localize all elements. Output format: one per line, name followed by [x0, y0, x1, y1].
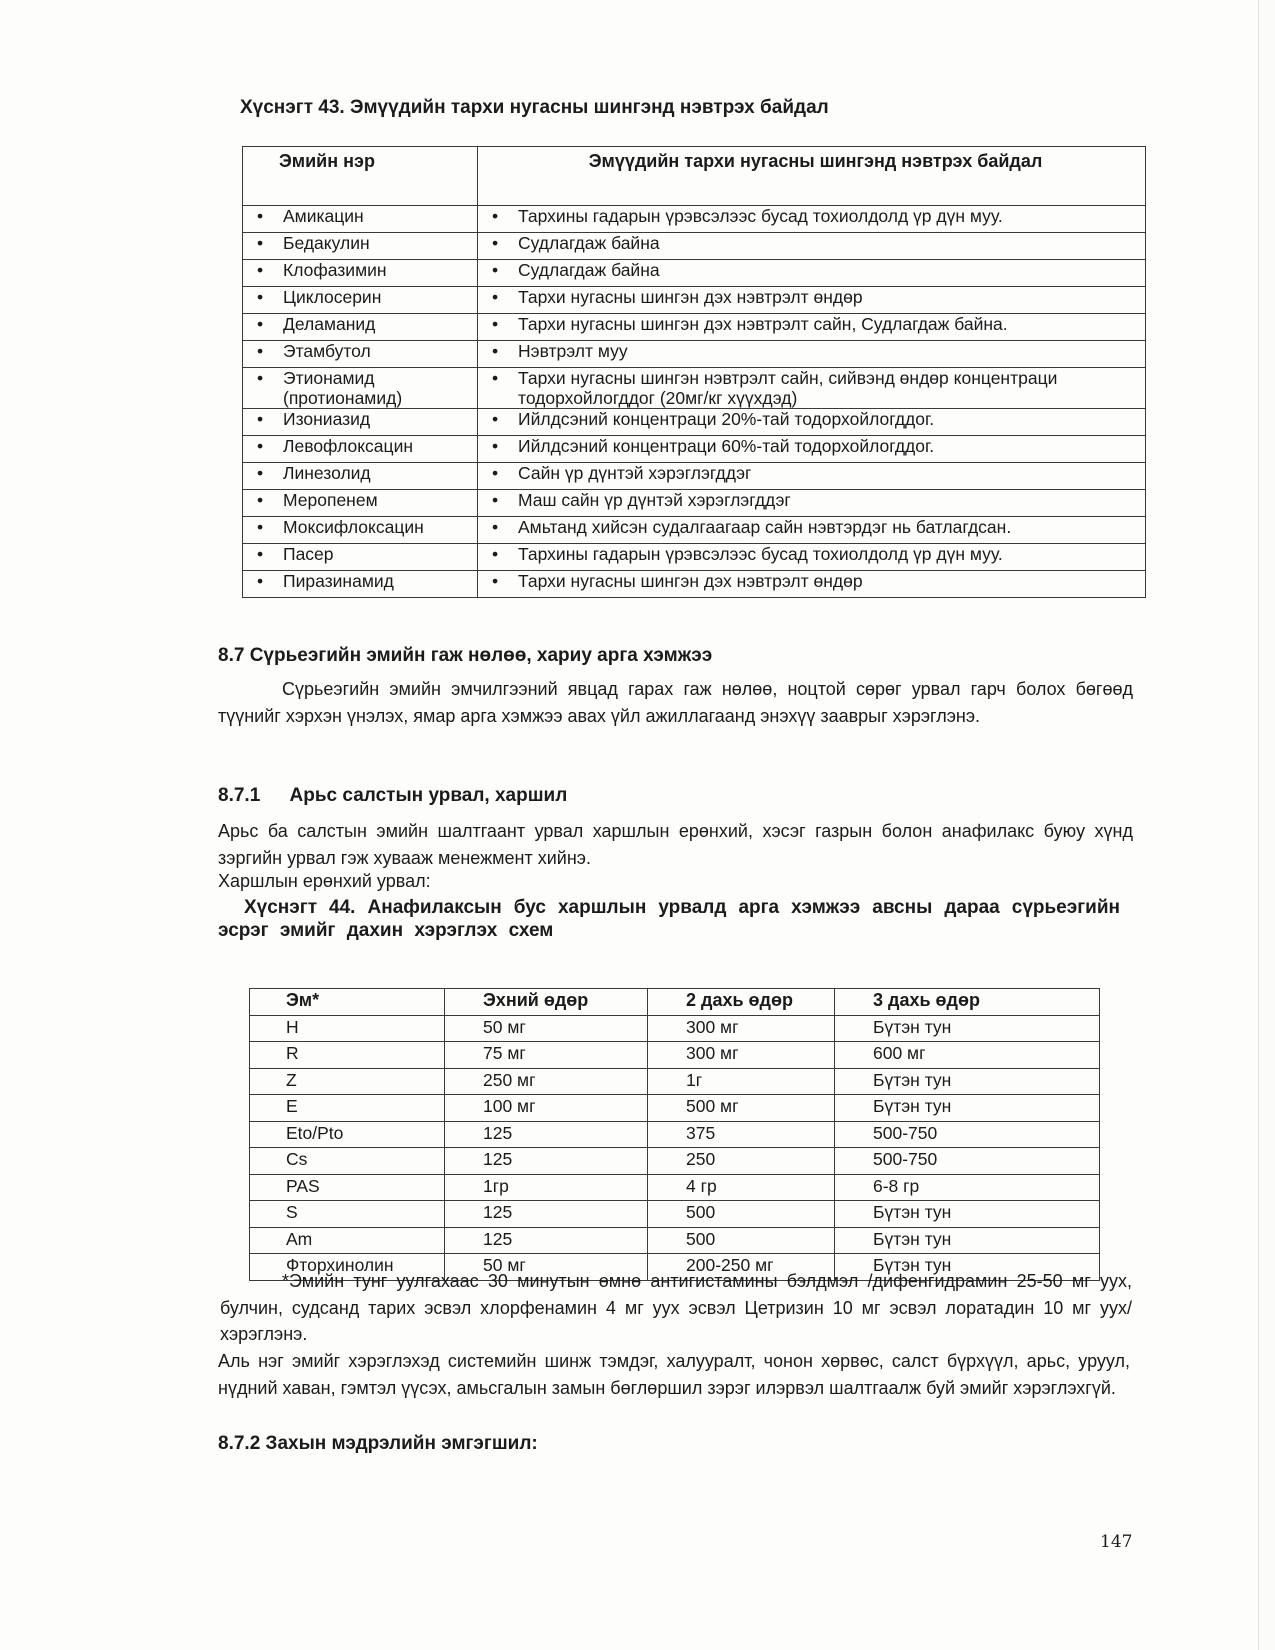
bullet-icon: • — [492, 368, 499, 388]
day-1-dose-cell: 125 — [445, 1121, 648, 1148]
drug-cell: Z — [250, 1068, 445, 1095]
table-row — [243, 571, 1146, 598]
penetration-text: Сайн үр дүнтэй хэрэглэгддэг — [518, 463, 752, 483]
drug-name-cell — [243, 490, 478, 517]
drug-name: Изониазид — [283, 409, 371, 429]
penetration-cell — [478, 409, 1146, 436]
drug-name-cell — [243, 368, 478, 409]
bullet-icon: • — [492, 490, 499, 510]
column-header-drug: Эмийн нэр — [243, 147, 478, 206]
bullet-icon: • — [492, 463, 499, 483]
table-row — [243, 233, 1146, 260]
drug-name-cell — [243, 314, 478, 341]
table-header-row — [243, 147, 1146, 206]
drug-cell: H — [250, 1015, 445, 1042]
drug-name: Левофлоксацин — [283, 436, 414, 456]
day-3-dose-cell: Бүтэн тун — [835, 1015, 1100, 1042]
table-44 — [249, 988, 1100, 1281]
warning-text: Аль нэг эмийг хэрэглэхэд системийн шинж тэмдэг, халууралт, чонон хөрвөс, салст бүрхүүл, арьс, уруул, нүдний хаван, гэмтэл үүсэх, амьсгалын замын бөглөршил зэрэг илэрвэл шалтгаалж буй эмийг хэрэглэхгүй. — [218, 1351, 1130, 1398]
section-8-7-2-heading: 8.7.2 Захын мэдрэлийн эмгэгшил: — [218, 1433, 538, 1454]
penetration-cell — [478, 571, 1146, 598]
bullet-icon: • — [492, 571, 499, 591]
day-2-dose-cell: 200-250 мг — [648, 1254, 835, 1281]
penetration-text: Судлагдаж байна — [518, 233, 660, 253]
table-row — [250, 1015, 1100, 1042]
penetration-cell — [478, 490, 1146, 517]
drug-cell: Eto/Pto — [250, 1121, 445, 1148]
bullet-icon: • — [492, 409, 499, 429]
section-8-7-1-heading — [218, 784, 567, 808]
penetration-text: Ийлдсэний концентраци 60%-тай тодорхойлогддог. — [518, 436, 935, 456]
penetration-cell — [478, 314, 1146, 341]
drug-name-cell — [243, 517, 478, 544]
drug-name-cell — [243, 206, 478, 233]
bullet-icon: • — [257, 233, 264, 253]
penetration-cell — [478, 368, 1146, 409]
drug-name: Линезолид — [283, 463, 371, 483]
penetration-text: Тархи нугасны шингэн нэвтрэлт сайн, сийвэнд өндөр концентраци тодорхойлогддог (20мг/кг хүүхдэд) — [518, 368, 1058, 408]
drug-name: Моксифлоксацин — [283, 517, 424, 537]
drug-name-cell — [243, 287, 478, 314]
penetration-text: Ийлдсэний концентраци 20%-тай тодорхойлогддог. — [518, 409, 935, 429]
day-2-dose-cell: 300 мг — [648, 1042, 835, 1069]
bullet-icon: • — [492, 436, 499, 456]
bullet-icon: • — [257, 314, 264, 334]
drug-name: Этамбутол — [283, 341, 371, 361]
table-row — [243, 517, 1146, 544]
bullet-icon: • — [492, 341, 499, 361]
day-1-dose-cell: 125 — [445, 1201, 648, 1228]
bullet-icon: • — [257, 436, 264, 456]
drug-cell: S — [250, 1201, 445, 1228]
section-8-7-heading: 8.7 Сүрьеэгийн эмийн гаж нөлөө, хариу арга хэмжээ — [218, 645, 713, 666]
table-row — [243, 463, 1146, 490]
penetration-text: Тархины гадарын үрэвсэлээс бусад тохиолдолд үр дүн муу. — [518, 544, 1003, 564]
day-3-dose-cell: 500-750 — [835, 1121, 1100, 1148]
penetration-cell — [478, 436, 1146, 463]
table-row — [250, 1148, 1100, 1175]
table-row — [243, 490, 1146, 517]
table-row — [243, 314, 1146, 341]
section-8-7-1-title: Арьс салстын урвал, харшил — [289, 785, 568, 806]
day-3-dose-cell: Бүтэн тун — [835, 1095, 1100, 1122]
drug-name: Бедакулин — [283, 233, 370, 253]
penetration-cell — [478, 544, 1146, 571]
drug-name: Пиразинамид — [283, 571, 394, 591]
bullet-icon: • — [492, 233, 499, 253]
section-8-7-text: Сүрьеэгийн эмийн эмчилгээний явцад гарах гаж нөлөө, ноцтой сөрөг урвал гарч болох бөгөөд түүнийг хэрхэн үнэлэх, ямар арга хэмжээ авах үйл ажиллагаанд энэхүү зааврыг хэрэглэнэ. — [218, 679, 1133, 726]
bullet-icon: • — [257, 517, 264, 537]
drug-cell: Am — [250, 1227, 445, 1254]
table-44-footnote: *Эмийн тунг уулгахаас 30 минутын өмнө антигистамины бэлдмэл /дифенгидрамин 25-50 мг уух, булчин, судсанд тарих эсвэл хлорфенамин 4 мг уух эсвэл Цетризин 10 мг эсвэл лоратадин 10 мг уух/ хэрэглэнэ. — [220, 1271, 1132, 1344]
day-2-dose-cell: 300 мг — [648, 1015, 835, 1042]
column-header-day-2: 2 дахь өдөр — [648, 989, 835, 1016]
column-header-day-3: 3 дахь өдөр — [835, 989, 1100, 1016]
bullet-icon: • — [492, 544, 499, 564]
penetration-text: Тархи нугасны шингэн дэх нэвтрэлт өндөр — [518, 571, 863, 591]
day-2-dose-cell: 500 мг — [648, 1095, 835, 1122]
bullet-icon: • — [257, 571, 264, 591]
bullet-icon: • — [492, 206, 499, 226]
table-row — [243, 544, 1146, 571]
day-3-dose-cell: Бүтэн тун — [835, 1068, 1100, 1095]
drug-cell: Фторхинолин — [250, 1254, 445, 1281]
table-43-caption: Хүснэгт 43. Эмүүдийн тархи нугасны шингэнд нэвтрэх байдал — [240, 97, 829, 118]
penetration-text: Тархи нугасны шингэн дэх нэвтрэлт сайн, Судлагдаж байна. — [518, 314, 1008, 334]
table-row — [250, 1201, 1100, 1228]
day-3-dose-cell: 6-8 гр — [835, 1174, 1100, 1201]
bullet-icon: • — [257, 544, 264, 564]
penetration-text: Тархины гадарын үрэвсэлээс бусад тохиолдолд үр дүн муу. — [518, 206, 1003, 226]
bullet-icon: • — [257, 341, 264, 361]
table-43 — [242, 146, 1146, 598]
penetration-text: Судлагдаж байна — [518, 260, 660, 280]
day-2-dose-cell: 1г — [648, 1068, 835, 1095]
drug-name: Пасер — [283, 544, 334, 564]
section-8-7-1-subhead: Харшлын ерөнхий урвал: — [218, 871, 431, 891]
bullet-icon: • — [492, 517, 499, 537]
penetration-cell — [478, 463, 1146, 490]
table-row — [250, 1121, 1100, 1148]
drug-name: Этионамид (протионамид) — [283, 368, 403, 408]
day-3-dose-cell: Бүтэн тун — [835, 1227, 1100, 1254]
drug-name: Клофазимин — [283, 260, 387, 280]
table-row — [243, 436, 1146, 463]
table-row — [243, 368, 1146, 409]
table-row — [243, 287, 1146, 314]
table-row — [243, 341, 1146, 368]
penetration-cell — [478, 260, 1146, 287]
day-3-dose-cell: 500-750 — [835, 1148, 1100, 1175]
section-8-7-1-text: Арьс ба салстын эмийн шалтгаант урвал харшлын ерөнхий, хэсэг газрын болон анафилакс буюу хүнд зэргийн урвал гэж хувааж менежмент хийнэ. — [218, 821, 1133, 868]
bullet-icon: • — [257, 490, 264, 510]
table-row — [243, 206, 1146, 233]
day-1-dose-cell: 75 мг — [445, 1042, 648, 1069]
day-1-dose-cell: 50 мг — [445, 1015, 648, 1042]
drug-name: Меропенем — [283, 490, 378, 510]
drug-name-cell — [243, 233, 478, 260]
penetration-text: Амьтанд хийсэн судалгаагаар сайн нэвтэрдэг нь батлагдсан. — [518, 517, 1012, 537]
bullet-icon: • — [257, 206, 264, 226]
day-1-dose-cell: 50 мг — [445, 1254, 648, 1281]
day-1-dose-cell: 1гр — [445, 1174, 648, 1201]
drug-name: Деламанид — [283, 314, 376, 334]
day-2-dose-cell: 250 — [648, 1148, 835, 1175]
drug-cell: Cs — [250, 1148, 445, 1175]
bullet-icon: • — [257, 260, 264, 280]
penetration-text: Нэвтрэлт муу — [518, 341, 628, 361]
bullet-icon: • — [257, 287, 264, 307]
day-2-dose-cell: 500 — [648, 1201, 835, 1228]
drug-name-cell — [243, 463, 478, 490]
page-number: 147 — [1100, 1532, 1133, 1552]
drug-name-cell — [243, 544, 478, 571]
penetration-cell — [478, 341, 1146, 368]
drug-cell: E — [250, 1095, 445, 1122]
penetration-cell — [478, 206, 1146, 233]
table-header-row — [250, 989, 1100, 1016]
table-row — [250, 1042, 1100, 1069]
table-row — [250, 1174, 1100, 1201]
day-1-dose-cell: 250 мг — [445, 1068, 648, 1095]
bullet-icon: • — [257, 463, 264, 483]
day-1-dose-cell: 125 — [445, 1148, 648, 1175]
drug-name: Амикацин — [283, 206, 364, 226]
penetration-text: Маш сайн үр дүнтэй хэрэглэгддэг — [518, 490, 791, 510]
table-44-caption: Хүснэгт 44. Анафилаксын бус харшлын урвалд арга хэмжээ авсны дараа сүрьеэгийн эсрэг эмийг дахин хэрэглэх схем — [218, 897, 1120, 941]
section-8-7-1-number: 8.7.1 — [218, 785, 261, 806]
column-header-penetration: Эмүүдийн тархи нугасны шингэнд нэвтрэх байдал — [478, 147, 1146, 206]
table-row — [250, 1068, 1100, 1095]
table-row — [250, 1227, 1100, 1254]
day-2-dose-cell: 375 — [648, 1121, 835, 1148]
bullet-icon: • — [257, 368, 264, 388]
day-3-dose-cell: 600 мг — [835, 1042, 1100, 1069]
drug-name-cell — [243, 341, 478, 368]
bullet-icon: • — [492, 314, 499, 334]
day-3-dose-cell: Бүтэн тун — [835, 1254, 1100, 1281]
day-2-dose-cell: 4 гр — [648, 1174, 835, 1201]
drug-name-cell — [243, 260, 478, 287]
day-1-dose-cell: 125 — [445, 1227, 648, 1254]
penetration-text: Тархи нугасны шингэн дэх нэвтрэлт өндөр — [518, 287, 863, 307]
bullet-icon: • — [257, 409, 264, 429]
penetration-cell — [478, 287, 1146, 314]
drug-name: Циклосерин — [283, 287, 382, 307]
day-2-dose-cell: 500 — [648, 1227, 835, 1254]
penetration-cell — [478, 517, 1146, 544]
bullet-icon: • — [492, 260, 499, 280]
table-row — [250, 1095, 1100, 1122]
bullet-icon: • — [492, 287, 499, 307]
column-header-drug: Эм* — [250, 989, 445, 1016]
day-1-dose-cell: 100 мг — [445, 1095, 648, 1122]
drug-name-cell — [243, 436, 478, 463]
table-row — [243, 409, 1146, 436]
drug-name-cell — [243, 409, 478, 436]
penetration-cell — [478, 233, 1146, 260]
column-header-day-1: Эхний өдөр — [445, 989, 648, 1016]
table-row — [243, 260, 1146, 287]
drug-cell: PAS — [250, 1174, 445, 1201]
drug-cell: R — [250, 1042, 445, 1069]
day-3-dose-cell: Бүтэн тун — [835, 1201, 1100, 1228]
drug-name-cell — [243, 571, 478, 598]
